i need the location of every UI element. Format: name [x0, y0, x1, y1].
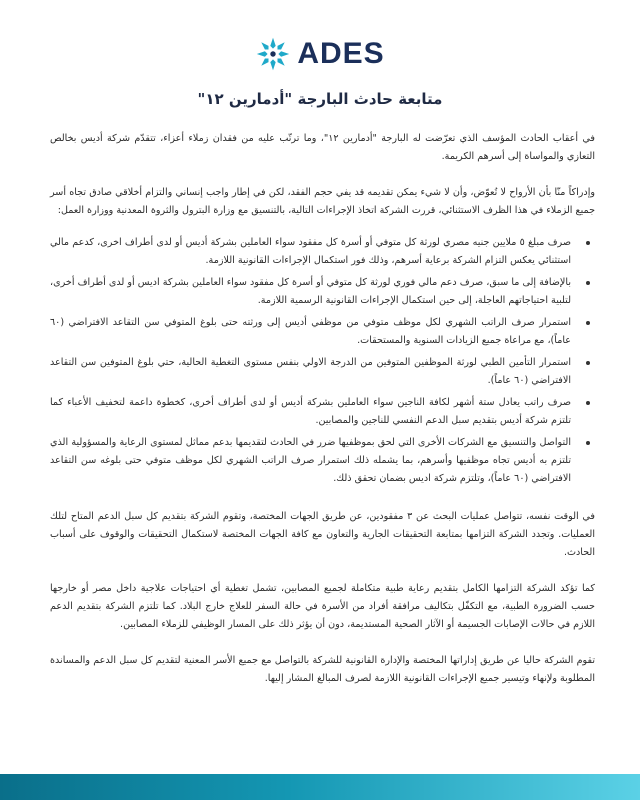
- measures-list: [50, 234, 595, 488]
- list-item: استمرار التأمين الطبي لورثة الموظفين المتوفين من الدرجة الاولي بنفس مستوى التغطية الحالية، حتي بلوغ المتوفين سن التقاعد الافتراضي (٦٠ عاماً).: [50, 354, 571, 390]
- list-item: صرف مبلغ ٥ ملايين جنيه مصري لورثة كل متوفي أو أسرة كل مفقود سواء العاملين بشركة أديس أو لدى أطراف اخرى، كدعم مالي استثنائي يعكس التزام الشركة برعاية أسرهم، وذلك فور استكمال الإجراءات القانونية اللازمة.: [50, 234, 571, 270]
- medical-care-paragraph: كما تؤكد الشركة التزامها الكامل بتقديم رعاية طبية متكاملة لجميع المصابين، تشمل تغطية أي احتياجات علاجية داخل مصر أو خارجها حسب الضرورة الطبية، مع التكفّل بتكاليف مرافقة أفراد من الأسرة في حالة السفر للعلاج خارج البلاد. كما تلتزم الشركة بتقديم الدعم اللازم في حالات الإصابات الجسيمة أو الآثار الصحية المستديمة، دون أن يؤثر ذلك على المسار الوظيفي للزملاء المصابين.: [50, 583, 595, 630]
- list-item: استمرار صرف الراتب الشهري لكل موظف متوفي من موظفي أديس إلى ورثته حتى بلوغ المتوفي سن التقاعد الافتراضي (٦٠ عاماً)، مع مراعاة جميع الزيادات السنوية والمستحقات.: [50, 314, 571, 350]
- company-logo: [0, 34, 640, 74]
- measures-intro-paragraph: وإدراكاً منّا بأن الأرواح لا تُعوّض، وأن لا شيء يمكن تقديمه قد يفي حجم الفقد، لكن في إطار واجب إنساني والتزام أخلاقي صادق تجاه أسر جميع الزملاء في هذا الظرف الاستثنائي، قررت الشركة اتخاذ الإجراءات التالية، بالتنسيق مع وزارة البترول والثروة المعدنية ووزارة العمل:: [50, 187, 595, 216]
- intro-paragraph: في أعقاب الحادث المؤسف الذي تعرّضت له البارجة "أدمارين ١٢"، وما ترتّب عليه من فقدان زملاء أعزاء، تتقدّم شركة أديس بخالص التعازي والمواساة إلى أسرهم الكريمة.: [50, 133, 595, 162]
- search-update-paragraph: في الوقت نفسه، تتواصل عمليات البحث عن ٣ مفقودين، عن طريق الجهات المختصة، وتقوم الشركة بتقديم كل سبل الدعم المتاح لتلك العمليات. وتجدد الشركة التزامها بمتابعة التحقيقات الجارية والتعاون مع كافة الجهات المختصة لاستكمال التحقيقات والوقوف على أسباب الحادث.: [50, 511, 596, 558]
- statement-body: [50, 130, 595, 706]
- logo-star-icon: [255, 36, 291, 72]
- page-title: متابعة حادث البارجة "أدمارين ١٢": [197, 90, 443, 108]
- list-item: صرف راتب يعادل ستة أشهر لكافة الناجين سواء العاملين بشركة أديس أو لدى أطراف أخرى، كخطوة داعمة لتخفيف الأعباء كما تلتزم شركة أديس بتقديم سبل الدعم النفسي للناجين والمصابين.: [50, 394, 571, 430]
- list-item: التواصل والتنسيق مع الشركات الأخرى التي لحق بموظفيها ضرر في الحادث لتقديمها بدعم مماثل لمستوى الرعاية والمسؤولية الذي تلتزم به أديس تجاه موظفيها وأسرهم، بما يشمله ذلك استمرار صرف الراتب الشهري لكل موظف متوفي حتى بلوغه سن التقاعد الافتراضي (٦٠ عاماً)، وتلتزم شركة اديس بضمان تحقق ذلك.: [50, 434, 571, 488]
- legal-support-paragraph: تقوم الشركة حاليا عن طريق إداراتها المختصة والإدارة القانونية للشركة بالتواصل مع جميع الأسر المعنية لتقديم كل سبل الدعم والمساندة المطلوبة ولإنهاء وتيسير جميع الإجراءات القانونية اللازمة لصرف المبالغ المشار إليها.: [50, 655, 595, 684]
- logo-wordmark: ADES: [297, 37, 385, 70]
- list-item: بالإضافة إلى ما سبق، صرف دعم مالي فوري لورثة كل متوفي أو أسرة كل مفقود سواء العاملين بشركة اديس أو لدى أطراف أخرى، لتلبية احتياجاتهم العاجلة، إلى حين استكمال الإجراءات القانونية الرسمية اللازمة.: [50, 274, 571, 310]
- footer-bar: [0, 774, 640, 800]
